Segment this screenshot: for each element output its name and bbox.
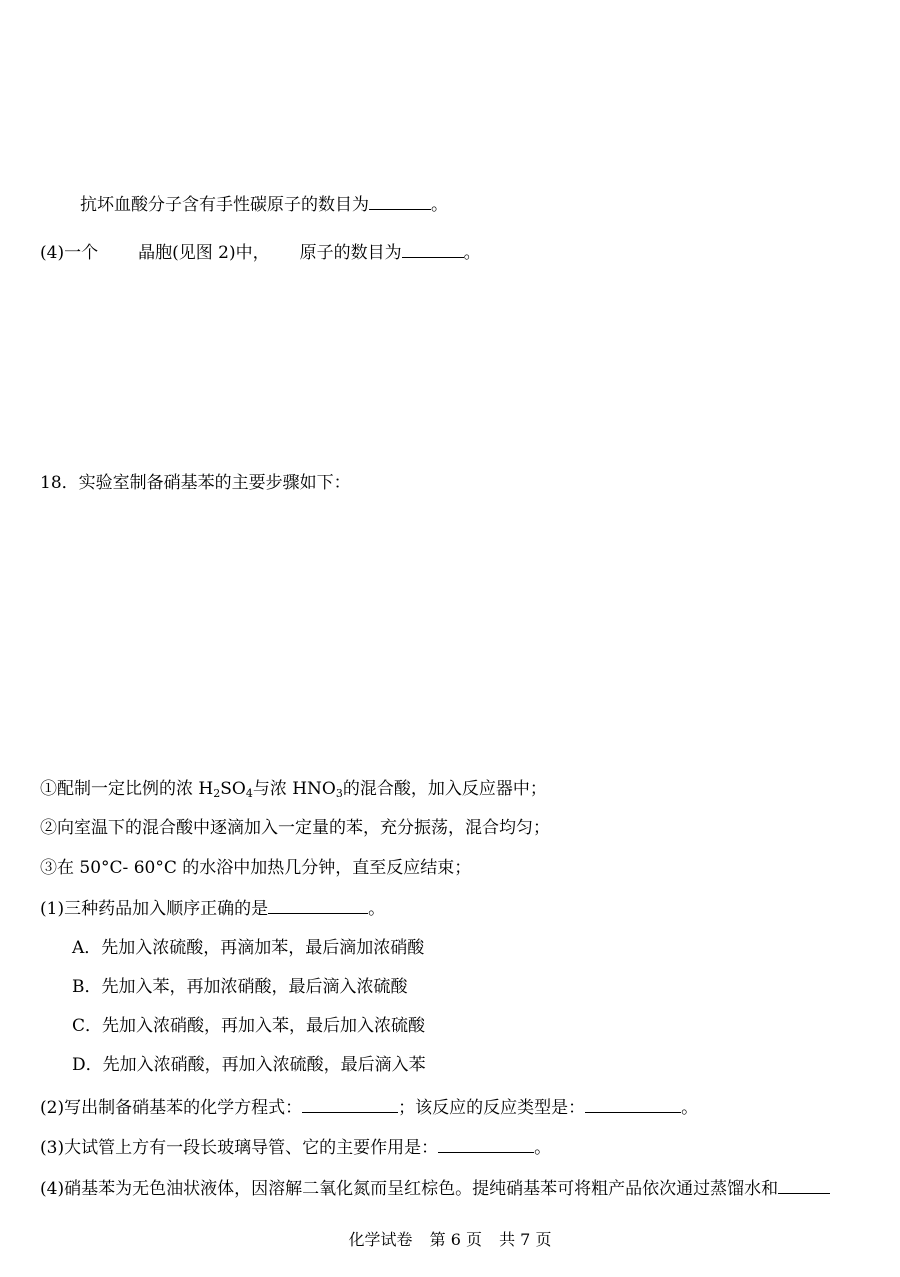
sub-question-2-text: ；该反应的反应类型是： [398, 1098, 586, 1118]
footer-subject: 化学试卷 [348, 1230, 413, 1249]
option-b: B．先加入苯，再加浓硝酸，最后滴入浓硫酸 [72, 977, 408, 997]
step-3: ③在 50°C- 60°C 的水浴中加热几分钟，直至反应结束； [40, 858, 472, 878]
footer-total-pages: 共 7 页 [499, 1230, 552, 1249]
option-a: A．先加入浓硫酸，再滴加苯，最后滴加浓硝酸 [72, 938, 425, 958]
option-c: C．先加入浓硝酸，再加入苯，最后加入浓硫酸 [72, 1016, 426, 1036]
step-2: ②向室温下的混合酸中逐滴加入一定量的苯，充分振荡，混合均匀； [40, 818, 550, 838]
unit-cell-text-3: 原子的数目为 [299, 243, 402, 263]
subscript: 2 [213, 787, 221, 800]
sub-question-4 [40, 1177, 830, 1200]
punct: 。 [431, 195, 448, 215]
answer-blank-equation[interactable] [302, 1096, 398, 1113]
question-18-title: 18．实验室制备硝基苯的主要步骤如下： [40, 473, 351, 493]
answer-blank-purify[interactable] [778, 1177, 830, 1194]
step-1 [40, 778, 547, 800]
page-footer [0, 1229, 900, 1251]
subscript: 3 [335, 787, 343, 800]
answer-blank-atoms[interactable] [402, 241, 464, 258]
step-1-text: ①配制一定比例的浓 H [40, 779, 214, 799]
sub-question-2 [40, 1096, 698, 1119]
sub-question-1-text: (1)三种药品加入顺序正确的是 [40, 899, 269, 919]
sub-question-2-text: (2)写出制备硝基苯的化学方程式： [40, 1098, 303, 1118]
sub-question-3 [40, 1136, 551, 1159]
sub-question-1 [40, 897, 385, 920]
footer-page-number: 第 6 页 [429, 1230, 482, 1249]
answer-blank-order[interactable] [268, 897, 368, 914]
step-1-text: 与浓 HNO [252, 779, 336, 799]
step-1-text: SO [220, 779, 246, 799]
unit-cell-text-2: 晶胞(见图 2)中， [138, 243, 270, 263]
unit-cell-question [40, 241, 481, 264]
sub-question-3-text: (3)大试管上方有一段长玻璃导管、它的主要作用是： [40, 1138, 439, 1158]
chiral-carbon-text: 抗坏血酸分子含有手性碳原子的数目为 [80, 195, 369, 215]
subscript: 4 [245, 787, 253, 800]
question-number: (4) [40, 243, 65, 263]
punct: 。 [368, 899, 386, 919]
sub-question-4-text: (4)硝基苯为无色油状液体，因溶解二氧化氮而呈红棕色。提纯硝基苯可将粗产品依次通过蒸馏水和 [40, 1179, 779, 1199]
punct: 。 [463, 243, 481, 263]
chiral-carbon-question [80, 193, 448, 216]
punct: 。 [534, 1138, 552, 1158]
option-d: D．先加入浓硝酸，再加入浓硫酸，最后滴入苯 [72, 1055, 426, 1075]
punct: 。 [681, 1098, 699, 1118]
answer-blank-chiral[interactable] [369, 193, 431, 210]
answer-blank-reaction-type[interactable] [585, 1096, 681, 1113]
unit-cell-text-1: 一个 [64, 243, 99, 263]
step-1-text: 的混合酸，加入反应器中； [342, 779, 547, 799]
answer-blank-tube[interactable] [438, 1136, 534, 1153]
